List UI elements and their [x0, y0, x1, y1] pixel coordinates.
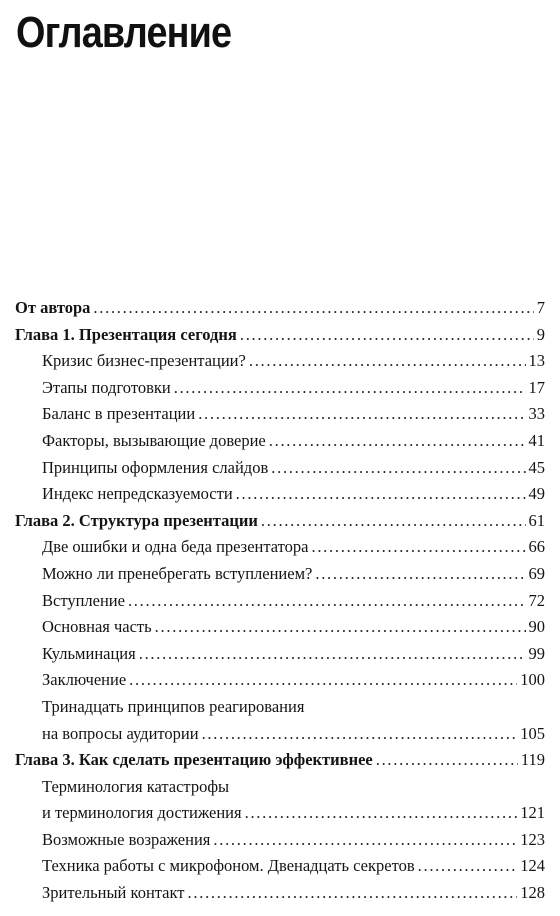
- toc-entry-label: Индекс непредсказуемости: [42, 484, 233, 504]
- toc-entry-label: Тринадцать принципов реагирования: [42, 696, 305, 716]
- toc-entry-label: Глава 3. Как сделать презентацию эффективнее: [15, 750, 373, 770]
- toc-entry-chapter-1[interactable]: [15, 322, 545, 349]
- toc-entry-section[interactable]: [15, 561, 545, 588]
- toc-page-number: 45: [528, 457, 545, 477]
- toc-entry-section[interactable]: [15, 588, 545, 615]
- page-title: Оглавление: [16, 8, 232, 57]
- toc-page-number: 119: [520, 750, 545, 770]
- toc-entry-label: Техника работы с микрофоном. Двенадцать секретов: [42, 856, 415, 876]
- toc-page-number: 105: [520, 723, 545, 743]
- toc-entry-section[interactable]: [15, 641, 545, 668]
- dot-leader: [271, 455, 525, 482]
- toc-entry-label: Баланс в презентации: [42, 404, 196, 424]
- dot-leader: [240, 322, 534, 349]
- toc-entry-section[interactable]: [15, 481, 545, 508]
- toc-entry-label: От автора: [15, 298, 91, 317]
- toc-page-number: 7: [536, 298, 545, 317]
- toc-entry-label: Заключение: [42, 670, 127, 690]
- toc-page-number: 128: [520, 883, 545, 903]
- toc-entry-section-line1[interactable]: [15, 774, 545, 801]
- toc-entry-section[interactable]: [15, 827, 545, 854]
- toc-entry-label: Возможные возражения: [42, 829, 211, 849]
- dot-leader: [261, 508, 526, 535]
- toc-entry-chapter-2[interactable]: [15, 508, 545, 535]
- table-of-contents: [15, 295, 545, 907]
- toc-entry-section[interactable]: [15, 614, 545, 641]
- toc-entry-section[interactable]: [15, 880, 545, 907]
- toc-entry-author[interactable]: [15, 295, 545, 322]
- toc-entry-section[interactable]: [15, 401, 545, 428]
- toc-page-number: 99: [528, 643, 545, 663]
- dot-leader: [128, 588, 526, 615]
- toc-entry-label: Кульминация: [42, 643, 136, 663]
- dot-leader: [93, 295, 533, 322]
- toc-entry-label: Можно ли пренебрегать вступлением?: [42, 563, 313, 583]
- dot-leader: [129, 667, 517, 694]
- dot-leader: [155, 614, 526, 641]
- dot-leader: [188, 880, 518, 907]
- toc-entry-label: Зрительный контакт: [42, 883, 185, 903]
- toc-entry-label: Принципы оформления слайдов: [42, 457, 269, 477]
- toc-entry-section[interactable]: [15, 534, 545, 561]
- toc-entry-section[interactable]: [15, 428, 545, 455]
- toc-page-number: 9: [536, 324, 545, 344]
- dot-leader: [269, 428, 526, 455]
- toc-page-number: 66: [528, 537, 545, 557]
- dot-leader: [311, 534, 525, 561]
- toc-entry-section[interactable]: [15, 853, 545, 880]
- toc-page-number: 17: [528, 377, 545, 397]
- toc-entry-label: Кризис бизнес-презентации?: [42, 351, 246, 371]
- dot-leader: [236, 481, 526, 508]
- toc-entry-label: Две ошибки и одна беда презентатора: [42, 537, 309, 557]
- toc-page-number: 90: [528, 617, 545, 637]
- toc-page-number: 124: [520, 856, 545, 876]
- dot-leader: [249, 348, 526, 375]
- dot-leader: [418, 853, 518, 880]
- toc-page-number: 72: [528, 590, 545, 610]
- toc-page-number: 123: [520, 829, 545, 849]
- toc-entry-label: Глава 2. Структура презентации: [15, 510, 258, 530]
- dot-leader: [198, 401, 525, 428]
- toc-entry-chapter-3[interactable]: [15, 747, 545, 774]
- dot-leader: [139, 641, 526, 668]
- toc-entry-section[interactable]: [15, 375, 545, 402]
- toc-entry-label: Глава 1. Презентация сегодня: [15, 324, 237, 344]
- dot-leader: [174, 375, 526, 402]
- toc-page-number: 13: [528, 351, 545, 371]
- toc-entry-section[interactable]: [15, 721, 545, 748]
- toc-entry-label: Факторы, вызывающие доверие: [42, 430, 266, 450]
- toc-page-number: 49: [528, 484, 545, 504]
- dot-leader: [245, 800, 518, 827]
- dot-leader: [202, 721, 518, 748]
- toc-entry-section[interactable]: [15, 348, 545, 375]
- toc-page-number: 33: [528, 404, 545, 424]
- toc-page-number: 69: [528, 563, 545, 583]
- toc-page-number: 41: [528, 430, 545, 450]
- toc-entry-label: Основная часть: [42, 617, 152, 637]
- toc-page-number: 61: [528, 510, 545, 530]
- toc-entry-label: Вступление: [42, 590, 125, 610]
- toc-entry-section-line1[interactable]: [15, 694, 545, 721]
- toc-entry-label: на вопросы аудитории: [42, 723, 199, 743]
- toc-entry-section[interactable]: [15, 455, 545, 482]
- toc-entry-label: Этапы подготовки: [42, 377, 171, 397]
- toc-page-number: 100: [520, 670, 545, 690]
- dot-leader: [376, 747, 518, 774]
- toc-entry-section[interactable]: [15, 800, 545, 827]
- dot-leader: [213, 827, 517, 854]
- toc-entry-label: и терминология достижения: [42, 803, 242, 823]
- toc-page-number: 121: [520, 803, 545, 823]
- toc-entry-label: Терминология катастрофы: [42, 776, 230, 796]
- dot-leader: [315, 561, 525, 588]
- toc-entry-section[interactable]: [15, 667, 545, 694]
